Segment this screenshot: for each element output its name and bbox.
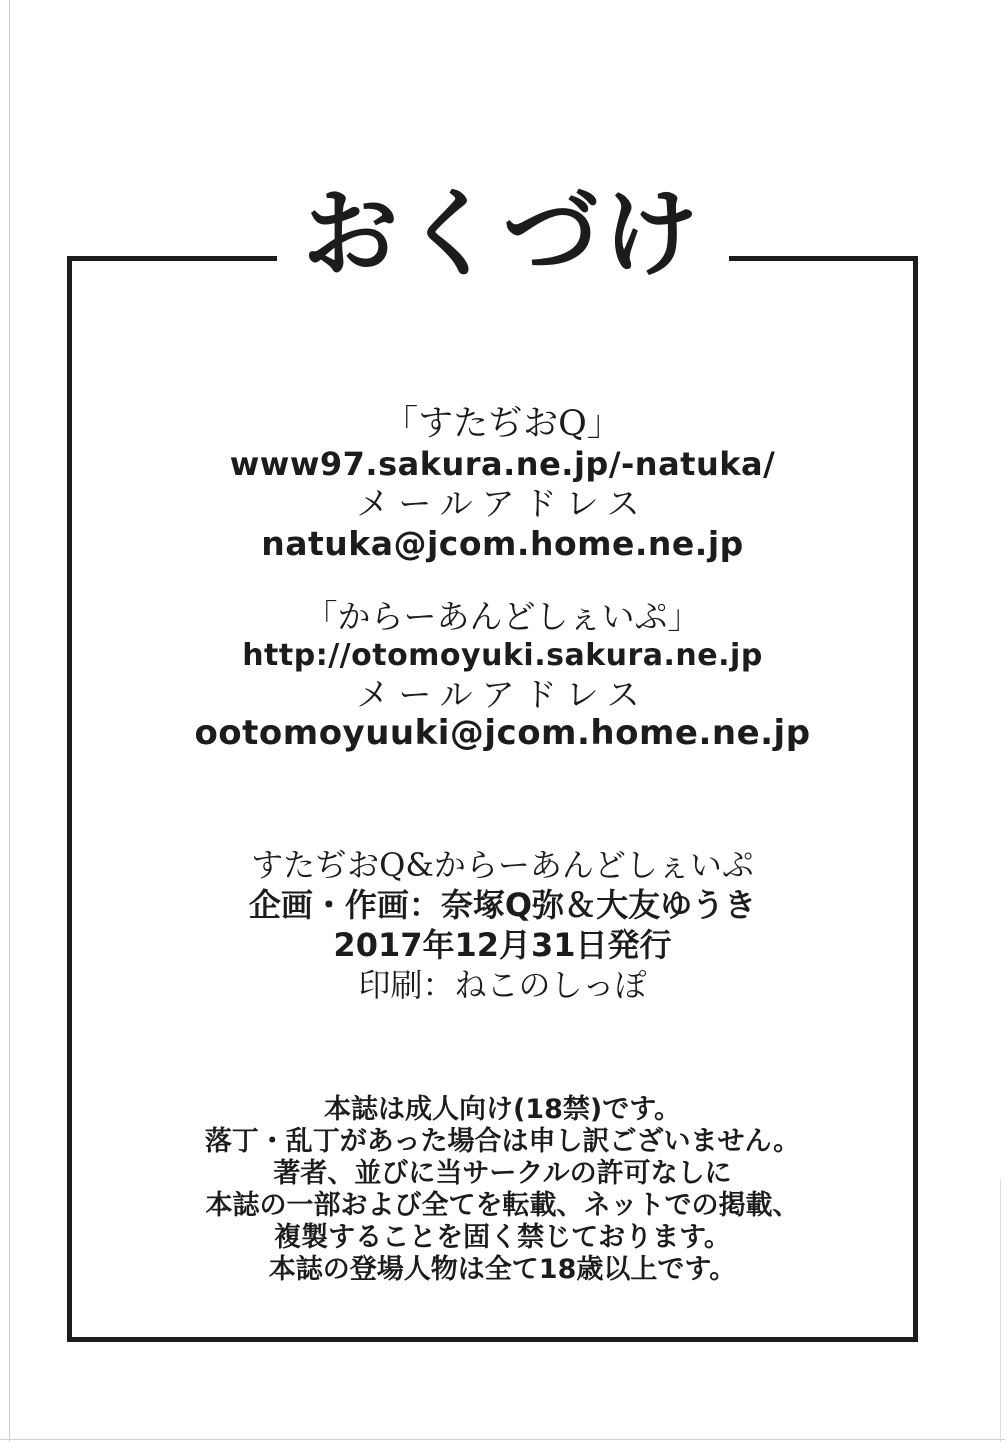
publication-credits	[0, 845, 1005, 1005]
circle-studio-q-email-label: メールアドレス	[356, 484, 649, 523]
notice-line: 本誌の登場人物は全て18歳以上です。	[268, 1254, 737, 1285]
circle-studio-q-name: 「すたぢおQ」	[383, 404, 622, 444]
page-title-text: おくづけ	[277, 186, 729, 282]
scan-edge-artifact-bottom	[0, 1439, 1005, 1440]
credits-publish-date: 2017年12月31日発行	[333, 926, 672, 964]
circle-studio-q-url: www97.sakura.ne.jp/-natuka/	[229, 445, 776, 483]
notice-line: 落丁・乱丁があった場合は申し訳ございません。	[204, 1126, 801, 1157]
notice-line: 本誌は成人向け(18禁)です。	[323, 1094, 682, 1125]
circle-color-and-shape-info	[0, 597, 1005, 753]
notice-line: 本誌の一部および全てを転載、ネットでの掲載、	[205, 1190, 800, 1221]
credits-circles: すたぢおQ&からーあんどしぇいぷ	[251, 846, 754, 884]
circle-color-and-shape-url: http://otomoyuki.sakura.ne.jp	[242, 638, 763, 673]
notice-line: 著者、並びに当サークルの許可なしに	[273, 1158, 732, 1189]
adult-content-notice	[0, 1094, 1005, 1286]
credits-printer: 印刷：ねこのしっぽ	[358, 966, 647, 1004]
notice-line: 複製することを固く禁じております。	[274, 1222, 731, 1253]
circle-color-and-shape-email: ootomoyuuki@jcom.home.ne.jp	[194, 713, 811, 753]
circle-studio-q-email: natuka@jcom.home.ne.jp	[261, 524, 744, 563]
circle-color-and-shape-email-label: メールアドレス	[356, 675, 649, 714]
circle-color-and-shape-name: 「からーあんどしぇいぷ」	[304, 597, 701, 636]
circle-studio-q-info	[0, 404, 1005, 564]
credits-planning-art: 企画・作画：奈塚Q弥＆大友ゆうき	[248, 886, 757, 924]
